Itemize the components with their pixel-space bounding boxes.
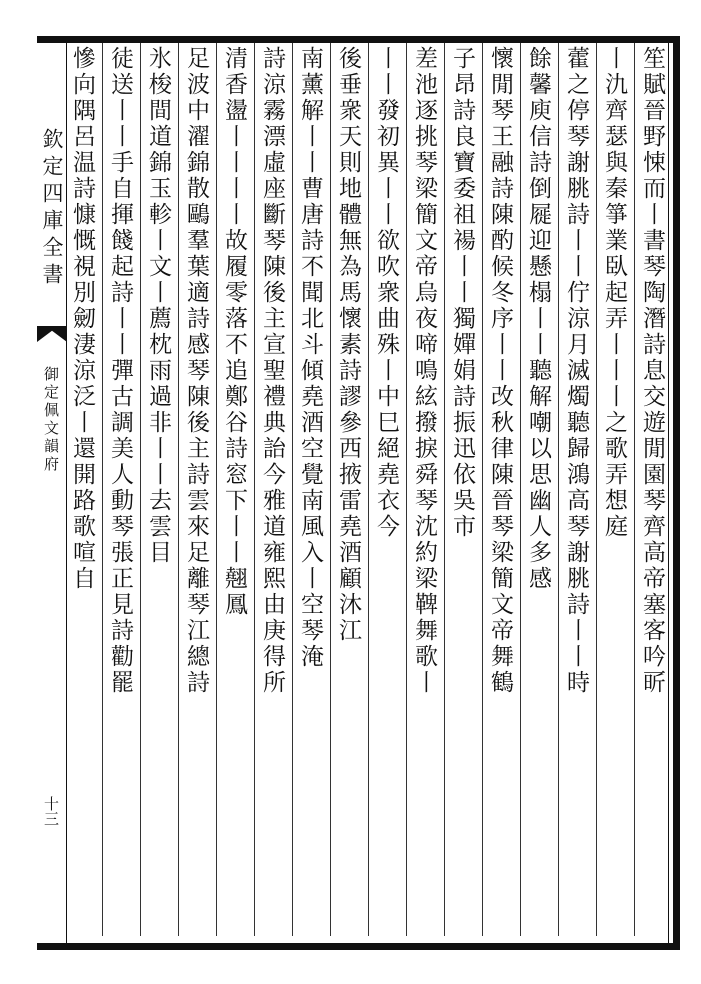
text-column-13: 足波中濯錦散鷗羣葉適詩感琴陳後主詩雲來足離琴江總詩	[183, 46, 209, 696]
text-column-4: 餘馨庾信詩倒屣迎懸榻丨丨聽解嘲以思幽人多感	[525, 46, 551, 592]
column-rule	[216, 43, 217, 936]
margin-strip	[37, 36, 67, 950]
text-column-16: 慘向隅呂温詩慷慨視別劒淒涼泛丨還開路歌喧自	[69, 46, 95, 592]
column-rule	[102, 43, 103, 936]
column-rule	[178, 43, 179, 936]
column-rule	[140, 43, 141, 936]
border-inner-rule	[668, 43, 669, 943]
column-rule	[634, 43, 635, 936]
text-column-9: 後垂衆天則地體無為馬懷素詩謬參西掖雷堯酒顧沐江	[335, 46, 361, 644]
column-rule	[254, 43, 255, 936]
text-column-7: 差池逐挑琴梁簡文帝烏夜啼鳴絃撥捩舜琴沈約梁鞞舞歌丨	[411, 46, 437, 696]
text-column-8: 丨丨發初異丨丨欲吹衆曲殊丨中巳絕堯衣今	[373, 46, 399, 540]
text-column-15: 徒送丨丨手自揮餞起詩丨丨彈古調美人動琴張正見詩勸罷	[107, 46, 133, 696]
text-column-10: 南薰解丨丨曹唐詩不聞北斗傾堯酒空覺南風入丨空琴淹	[297, 46, 323, 670]
column-rule	[558, 43, 559, 936]
column-rule	[520, 43, 521, 936]
column-rule	[368, 43, 369, 936]
text-column-14: 氷梭間道錦玉軫丨文丨薦枕雨過非丨丨去雲目	[145, 46, 171, 566]
book-title: 欽定四庫全書	[40, 128, 64, 290]
book-subtitle: 御定佩文韻府	[42, 366, 60, 474]
column-rule	[406, 43, 407, 936]
column-rule	[330, 43, 331, 936]
text-column-11: 詩涼霧漂虛座斷琴陳後主宣聖禮典詒今雅道雍熙由庚得所	[259, 46, 285, 696]
text-column-5: 懷閒琴王融詩陳酌候冬序丨丨改秋律陳晉琴梁簡文帝舞鶴	[487, 46, 513, 696]
column-rule	[292, 43, 293, 936]
text-column-6: 子昂詩良寶委祖禓丨丨獨嬋娟詩振迅依吳市	[449, 46, 475, 540]
column-rule	[596, 43, 597, 936]
page-number: 十三	[42, 796, 60, 826]
column-rule	[444, 43, 445, 936]
column-rule	[482, 43, 483, 936]
text-column-1: 笙賦晉野悚而丨書琴陶潛詩息交遊閒園琴齊高帝塞客吟㪽	[639, 46, 665, 696]
fishtail-mark-icon	[37, 326, 67, 342]
text-column-3: 藿之停琴謝脁詩丨丨佇涼月滅燭聽歸鴻高琴謝脁詩丨丨時	[563, 46, 589, 696]
text-column-12: 清香盪丨丨丨丨故履零落不追鄭谷詩窓下丨丨翹鳳	[221, 46, 247, 618]
text-column-2: 丨氿齊瑟與秦箏業臥起弄丨丨丨之歌弄想庭	[601, 46, 627, 540]
